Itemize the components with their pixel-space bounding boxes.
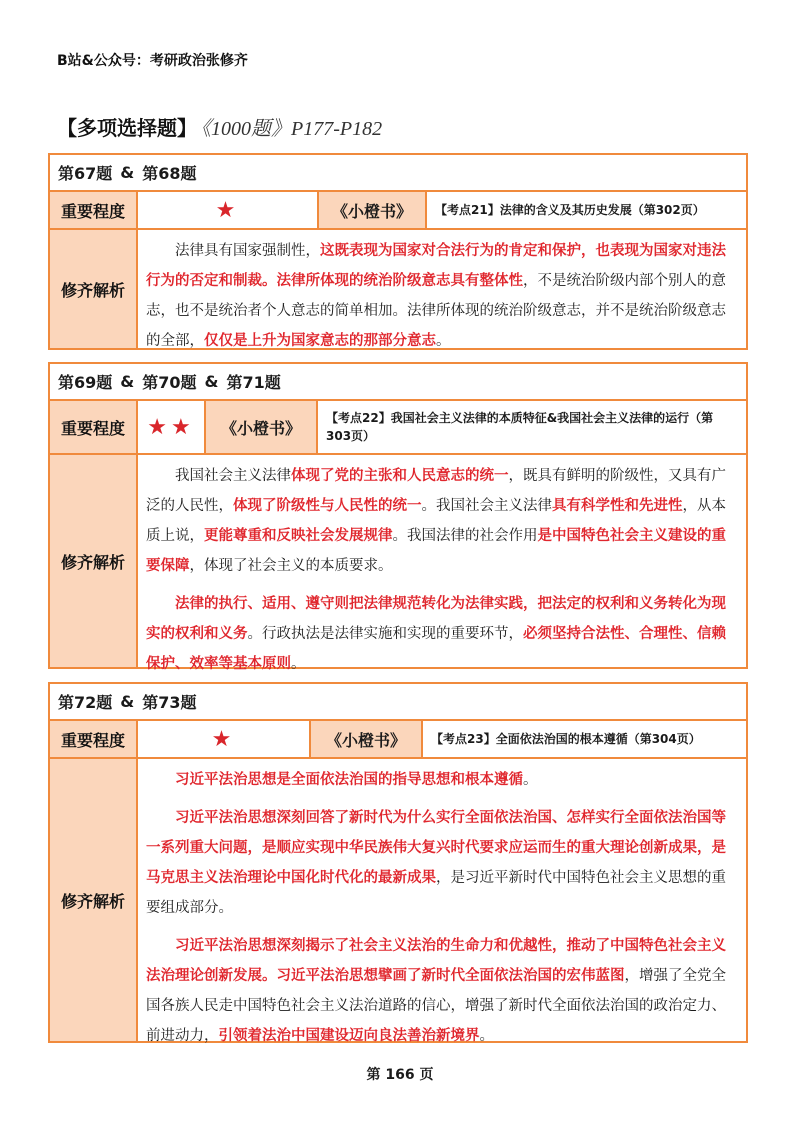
highlighted-text: 是中国特色社会主义建设的重要保障 [146,528,726,574]
question-header [50,155,746,192]
highlighted-text: 法律的执行、适用、遵守则把法律规范转化为法律实践，把法定的权利和义务转化为现实的权利和义务 [146,596,726,642]
ampersand: & [120,372,135,391]
ampersand: & [120,163,135,182]
body-text: 。 [436,333,451,349]
meta-row [50,401,746,455]
question-number: 第69题 [58,373,113,392]
analysis-label: 修齐解析 [50,759,138,1041]
analysis-paragraph [146,931,736,1051]
meta-row [50,721,746,759]
question-block-1 [48,153,748,350]
meta-row [50,192,746,230]
keypoint: 【考点21】法律的含义及其历史发展（第302页） [435,203,705,217]
keypoint: 【考点23】全面依法治国的根本遵循（第304页） [431,732,701,746]
analysis-row [50,759,746,1044]
section-reference: 《1000题》P177-P182 [201,118,383,140]
analysis-label: 修齐解析 [50,230,138,348]
question-number: 第67题 [58,164,113,183]
body-text: 。我国社会主义法律 [421,498,552,514]
analysis-paragraph [146,461,736,581]
book-title: 《小橙书》 [319,192,427,228]
book-title: 《小橙书》 [206,401,318,453]
highlighted-text: 必须坚持合法性、合理性、信赖保护、效率等基本原则 [146,626,726,672]
analysis-row [50,230,746,348]
highlighted-text: 具有科学性和先进性 [552,498,683,514]
analysis-paragraph [146,803,736,923]
keypoint: 【考点22】我国社会主义法律的本质特征&我国社会主义法律的运行（第303页） [326,411,714,443]
body-text: 。 [523,772,538,788]
question-number: 第73题 [142,693,197,712]
ampersand: & [204,372,219,391]
analysis-paragraph [146,765,736,795]
highlighted-text: 习近平法治思想是全面依法治国的指导思想和根本遵循 [175,772,523,788]
analysis-paragraph [146,236,736,356]
body-text: ，从本质上说， [146,498,726,544]
section-type: 【多项选择题】 [57,116,197,140]
question-number: 第70题 [142,373,197,392]
highlighted-text: 体现了党的主张和人民意志的统一 [291,468,509,484]
analysis-body [138,230,746,348]
highlighted-text: 仅仅是上升为国家意志的那部分意志 [204,333,436,349]
highlighted-text: 引领着法治中国建设迈向良法善治新境界 [218,1028,480,1044]
analysis-body [138,759,746,1044]
highlighted-text: 习近平法治思想深刻揭示了社会主义法治的生命力和优越性，推动了中国特色社会主义法治理论创新发展。习近平法治思想擘画了新时代全面依法治国的宏伟蓝图 [146,938,726,984]
question-block-2 [48,362,748,672]
highlighted-text: 习近平法治思想深刻回答了新时代为什么实行全面依法治国、怎样实行全面依法治国等一系列重大问题，是顺应实现中华民族伟大复兴时代要求应运而生的重大理论创新成果，是马克思主义法治理论中国化时代化的最新成果 [146,810,726,886]
highlighted-text: 体现了阶级性与人民性的统一 [233,498,422,514]
analysis-row [50,455,746,672]
highlighted-text: 这既表现为国家对合法行为的肯定和保护，也表现为国家对违法行为的否定和制裁。 [146,243,726,289]
question-header [50,364,746,401]
body-text: 。 [479,1028,494,1044]
question-block-3 [48,682,748,1043]
body-text: ，既具有鲜明的阶级性，又具有广泛的人民性， [146,468,726,514]
highlighted-text: 更能尊重和反映社会发展规律 [204,528,393,544]
importance-label: 重要程度 [50,721,138,757]
section-title [57,112,382,141]
analysis-paragraph [146,589,736,679]
book-title: 《小橙书》 [311,721,423,757]
question-number: 第72题 [58,693,113,712]
ampersand: & [120,692,135,711]
watermark-text: B站&公众号：考研政治张修齐 [57,53,248,69]
body-text: ，不是统治阶级内部个别人的意志，也不是统治者个人意志的简单相加。法律所体现的统治阶级意志，并不是统治阶级意志的全部， [146,273,726,349]
body-text: ，体现了社会主义的本质要求。 [189,558,393,574]
importance-stars: ★ [138,721,311,757]
body-text: 。我国法律的社会作用 [392,528,538,544]
importance-stars: ★★ [138,401,206,453]
body-text: 法律具有国家强制性， [175,243,320,259]
highlighted-text: 法律所体现的统治阶级意志具有整体性 [276,273,523,289]
analysis-label: 修齐解析 [50,455,138,667]
body-text: 我国社会主义法律 [175,468,291,484]
body-text: 。 [291,656,306,672]
importance-label: 重要程度 [50,401,138,453]
question-number: 第68题 [142,164,197,183]
question-header [50,684,746,721]
body-text: ，增强了全党全国各族人民走中国特色社会主义法治道路的信心，增强了新时代全面依法治国的政治定力、前进动力， [146,968,726,1044]
question-number: 第71题 [226,373,281,392]
body-text: ，是习近平新时代中国特色社会主义思想的重要组成部分。 [146,870,726,916]
importance-label: 重要程度 [50,192,138,228]
importance-stars: ★ [138,192,319,228]
page-number: 第 166 页 [366,1067,434,1083]
analysis-body [138,455,746,672]
body-text: 。行政执法是法律实施和实现的重要环节， [247,626,523,642]
